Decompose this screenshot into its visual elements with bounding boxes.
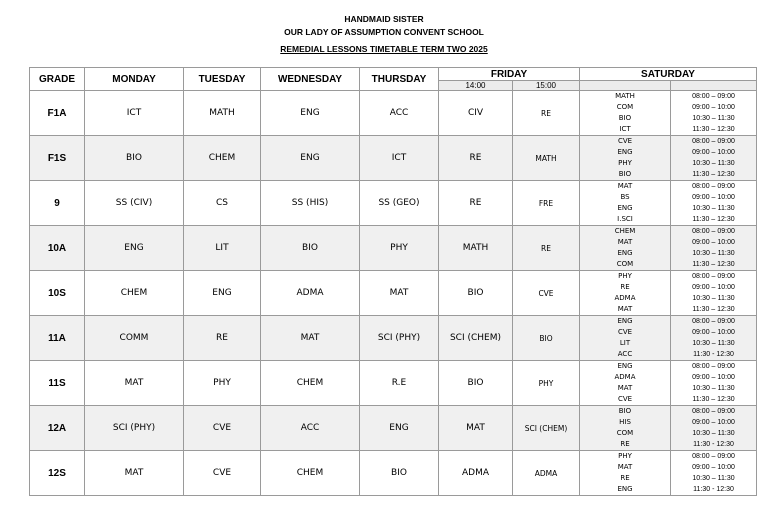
saturday-subject: BIO: [618, 170, 632, 178]
grade-cell: 9: [30, 181, 85, 226]
friday-1400-cell: RE: [439, 136, 513, 181]
monday-cell: MAT: [85, 361, 184, 406]
saturday-time: 09:00 – 10:00: [692, 374, 735, 381]
saturday-subject: COM: [616, 260, 634, 268]
saturday-time: 10:30 – 11:30: [692, 340, 735, 347]
saturday-subject: MAT: [617, 182, 633, 190]
saturday-times-cell: [671, 406, 757, 451]
wednesday-cell: CHEM: [261, 451, 360, 496]
col-header-saturday: SATURDAY: [580, 68, 757, 81]
saturday-subject: COM: [616, 429, 634, 437]
saturday-subject: PHY: [618, 452, 632, 460]
saturday-subject: BIO: [618, 114, 632, 122]
saturday-subjects-cell: [580, 316, 671, 361]
wednesday-cell: ACC: [261, 406, 360, 451]
tuesday-cell: CS: [184, 181, 261, 226]
saturday-times-cell: [671, 316, 757, 361]
monday-cell: MAT: [85, 451, 184, 496]
saturday-time: 11:30 – 12:30: [692, 261, 735, 268]
saturday-subject: LIT: [619, 339, 631, 347]
friday-1500-cell: MATH: [513, 136, 580, 181]
saturday-time: 11:30 – 12:30: [692, 126, 735, 133]
friday-1500-cell: CVE: [513, 271, 580, 316]
saturday-time: 08:00 – 09:00: [692, 453, 735, 460]
saturday-subject: ENG: [617, 485, 633, 493]
timetable-body: [30, 91, 757, 496]
saturday-time: 10:30 – 11:30: [692, 430, 735, 437]
saturday-time: 08:00 – 09:00: [692, 363, 735, 370]
saturday-time: 08:00 – 09:00: [692, 318, 735, 325]
table-row: [30, 361, 757, 406]
saturday-subjects-cell: [580, 226, 671, 271]
tuesday-cell: CVE: [184, 451, 261, 496]
saturday-time: 10:30 – 11:30: [692, 205, 735, 212]
col-header-grade: GRADE: [30, 68, 85, 91]
saturday-time: 10:30 – 11:30: [692, 295, 735, 302]
col-header-monday: MONDAY: [85, 68, 184, 91]
saturday-subject: BS: [620, 193, 630, 201]
thursday-cell: ENG: [360, 406, 439, 451]
saturday-times-cell: [671, 91, 757, 136]
saturday-time: 09:00 – 10:00: [692, 194, 735, 201]
saturday-time: 09:00 – 10:00: [692, 329, 735, 336]
saturday-time: 09:00 – 10:00: [692, 284, 735, 291]
saturday-time: 08:00 – 09:00: [692, 408, 735, 415]
timetable-title: REMEDIAL LESSONS TIMETABLE TERM TWO 2025: [280, 44, 488, 54]
saturday-time: 08:00 – 09:00: [692, 183, 735, 190]
tuesday-cell: ENG: [184, 271, 261, 316]
friday-1500-cell: PHY: [513, 361, 580, 406]
monday-cell: COMM: [85, 316, 184, 361]
saturday-subject: ACC: [617, 350, 633, 358]
saturday-subject: COM: [616, 103, 634, 111]
saturday-subject: RE: [620, 474, 630, 482]
thursday-cell: MAT: [360, 271, 439, 316]
grade-cell: 12A: [30, 406, 85, 451]
saturday-time: 10:30 – 11:30: [692, 250, 735, 257]
saturday-subject: CVE: [617, 328, 633, 336]
friday-1500-cell: ADMA: [513, 451, 580, 496]
friday-slot-1500: 15:00: [513, 81, 580, 91]
saturday-time: 09:00 – 10:00: [692, 149, 735, 156]
saturday-subjects-cell: [580, 451, 671, 496]
grade-cell: F1A: [30, 91, 85, 136]
saturday-subject: RE: [620, 440, 630, 448]
grade-cell: 12S: [30, 451, 85, 496]
saturday-times-cell: [671, 136, 757, 181]
friday-1400-cell: RE: [439, 181, 513, 226]
saturday-subject: CVE: [617, 137, 633, 145]
friday-1400-cell: BIO: [439, 361, 513, 406]
friday-1500-cell: SCI (CHEM): [513, 406, 580, 451]
saturday-subject: ADMA: [614, 294, 636, 302]
monday-cell: BIO: [85, 136, 184, 181]
col-header-friday: FRIDAY: [439, 68, 580, 81]
grade-cell: 11A: [30, 316, 85, 361]
wednesday-cell: ADMA: [261, 271, 360, 316]
saturday-subject: ENG: [617, 204, 633, 212]
table-row: [30, 226, 757, 271]
saturday-time: 10:30 – 11:30: [692, 385, 735, 392]
saturday-times-cell: [671, 361, 757, 406]
saturday-subject: MAT: [617, 238, 633, 246]
tuesday-cell: PHY: [184, 361, 261, 406]
saturday-subject: MAT: [617, 384, 633, 392]
saturday-time: 10:30 – 11:30: [692, 115, 735, 122]
tuesday-cell: MATH: [184, 91, 261, 136]
school-header-line1: HANDMAID SISTER: [344, 14, 424, 24]
monday-cell: CHEM: [85, 271, 184, 316]
friday-1400-cell: BIO: [439, 271, 513, 316]
thursday-cell: SCI (PHY): [360, 316, 439, 361]
wednesday-cell: ENG: [261, 91, 360, 136]
saturday-subject: PHY: [618, 159, 632, 167]
saturday-subjects-cell: [580, 136, 671, 181]
saturday-subject: CVE: [617, 395, 633, 403]
saturday-time: 08:00 – 09:00: [692, 138, 735, 145]
table-row: [30, 316, 757, 361]
grade-cell: 10S: [30, 271, 85, 316]
table-row: [30, 451, 757, 496]
saturday-time: 09:00 – 10:00: [692, 239, 735, 246]
thursday-cell: ICT: [360, 136, 439, 181]
grade-cell: 10A: [30, 226, 85, 271]
friday-1500-cell: RE: [513, 91, 580, 136]
saturday-time: 08:00 – 09:00: [692, 93, 735, 100]
wednesday-cell: MAT: [261, 316, 360, 361]
saturday-subject: ENG: [617, 249, 633, 257]
saturday-time-subheader: [671, 81, 757, 91]
friday-1400-cell: ADMA: [439, 451, 513, 496]
friday-1500-cell: FRE: [513, 181, 580, 226]
saturday-subject: BIO: [618, 407, 632, 415]
monday-cell: ICT: [85, 91, 184, 136]
table-row: [30, 271, 757, 316]
saturday-subject: RE: [620, 283, 630, 291]
saturday-subject-subheader: [580, 81, 671, 91]
saturday-subjects-cell: [580, 271, 671, 316]
saturday-time: 11:30 – 12:30: [692, 306, 735, 313]
saturday-times-cell: [671, 181, 757, 226]
saturday-subject: ENG: [617, 148, 633, 156]
thursday-cell: BIO: [360, 451, 439, 496]
timetable: [29, 67, 757, 496]
saturday-time: 08:00 – 09:00: [692, 273, 735, 280]
table-row: [30, 406, 757, 451]
monday-cell: ENG: [85, 226, 184, 271]
saturday-time: 11:30 – 12:30: [692, 171, 735, 178]
thursday-cell: ACC: [360, 91, 439, 136]
school-name: OUR LADY OF ASSUMPTION CONVENT SCHOOL: [284, 27, 484, 37]
col-header-thursday: THURSDAY: [360, 68, 439, 91]
saturday-subject: CHEM: [614, 227, 636, 235]
saturday-times-cell: [671, 226, 757, 271]
wednesday-cell: CHEM: [261, 361, 360, 406]
saturday-times-cell: [671, 451, 757, 496]
friday-1500-cell: RE: [513, 226, 580, 271]
tuesday-cell: CVE: [184, 406, 261, 451]
saturday-time: 11:30 – 12:30: [692, 216, 735, 223]
saturday-time: 10:30 – 11:30: [692, 160, 735, 167]
wednesday-cell: BIO: [261, 226, 360, 271]
saturday-subject: MATH: [615, 92, 635, 100]
friday-1400-cell: MAT: [439, 406, 513, 451]
grade-cell: F1S: [30, 136, 85, 181]
thursday-cell: R.E: [360, 361, 439, 406]
saturday-time: 11:30 – 12:30: [692, 396, 735, 403]
saturday-subject: I.SCI: [617, 215, 633, 223]
friday-1500-cell: BIO: [513, 316, 580, 361]
saturday-time: 10:30 – 11:30: [692, 475, 735, 482]
saturday-times-cell: [671, 271, 757, 316]
monday-cell: SS (CIV): [85, 181, 184, 226]
tuesday-cell: CHEM: [184, 136, 261, 181]
saturday-subjects-cell: [580, 361, 671, 406]
wednesday-cell: ENG: [261, 136, 360, 181]
saturday-time: 11:30 - 12:30: [693, 351, 734, 358]
saturday-time: 08:00 – 09:00: [692, 228, 735, 235]
saturday-subject: ADMA: [614, 373, 636, 381]
saturday-subject: ICT: [619, 125, 631, 133]
tuesday-cell: LIT: [184, 226, 261, 271]
saturday-subject: MAT: [617, 463, 633, 471]
table-row: [30, 91, 757, 136]
friday-1400-cell: CIV: [439, 91, 513, 136]
saturday-time: 09:00 – 10:00: [692, 464, 735, 471]
grade-cell: 11S: [30, 361, 85, 406]
saturday-subject: MAT: [617, 305, 633, 313]
saturday-subjects-cell: [580, 181, 671, 226]
saturday-subjects-cell: [580, 91, 671, 136]
table-row: [30, 136, 757, 181]
thursday-cell: PHY: [360, 226, 439, 271]
friday-1400-cell: MATH: [439, 226, 513, 271]
saturday-subject: PHY: [618, 272, 632, 280]
saturday-subjects-cell: [580, 406, 671, 451]
monday-cell: SCI (PHY): [85, 406, 184, 451]
col-header-tuesday: TUESDAY: [184, 68, 261, 91]
col-header-wednesday: WEDNESDAY: [261, 68, 360, 91]
saturday-time: 11:30 - 12:30: [693, 441, 734, 448]
friday-1400-cell: SCI (CHEM): [439, 316, 513, 361]
tuesday-cell: RE: [184, 316, 261, 361]
saturday-time: 09:00 – 10:00: [692, 419, 735, 426]
wednesday-cell: SS (HIS): [261, 181, 360, 226]
saturday-time: 09:00 – 10:00: [692, 104, 735, 111]
saturday-subject: ENG: [617, 362, 633, 370]
friday-slot-1400: 14:00: [439, 81, 513, 91]
saturday-time: 11:30 - 12:30: [693, 486, 734, 493]
table-row: [30, 181, 757, 226]
thursday-cell: SS (GEO): [360, 181, 439, 226]
saturday-subject: HIS: [619, 418, 631, 426]
saturday-subject: ENG: [617, 317, 633, 325]
